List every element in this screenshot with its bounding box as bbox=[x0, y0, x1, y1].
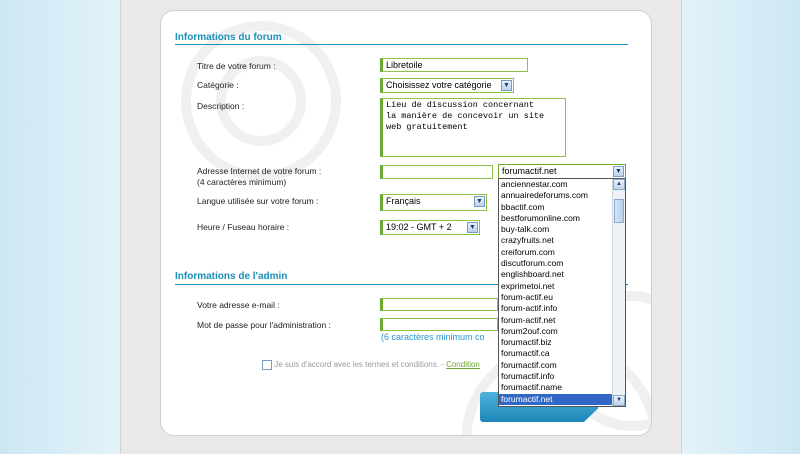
description-textarea[interactable] bbox=[380, 98, 566, 157]
password-label: Mot de passe pour l'administration : bbox=[197, 320, 331, 330]
timezone-label: Heure / Fuseau horaire : bbox=[197, 222, 290, 232]
scroll-thumb[interactable] bbox=[614, 199, 624, 223]
domain-option[interactable]: creiforum.com bbox=[501, 246, 555, 257]
email-input[interactable] bbox=[380, 298, 498, 311]
domain-dropdown-list[interactable] bbox=[498, 178, 626, 407]
domain-option[interactable]: forum-actif.eu bbox=[501, 291, 553, 302]
address-label: Adresse Internet de votre forum : bbox=[197, 166, 322, 176]
domain-option[interactable]: englishboard.net bbox=[501, 269, 564, 280]
section-title-admin: Informations de l'admin bbox=[175, 271, 288, 282]
forum-title-label: Titre de votre forum : bbox=[197, 61, 276, 71]
domain-option[interactable]: forumactif.com bbox=[501, 359, 557, 370]
forum-address-input[interactable] bbox=[380, 165, 493, 179]
domain-option[interactable]: forum2ouf.com bbox=[501, 325, 558, 336]
domain-option[interactable]: forumactif.name bbox=[501, 382, 562, 393]
password-hint: (6 caractères minimum co bbox=[381, 332, 485, 342]
domain-option[interactable]: bbactif.com bbox=[501, 201, 545, 212]
domain-option[interactable]: discutforum.com bbox=[501, 258, 564, 269]
timezone-value: 19:02 - GMT + 2 bbox=[386, 222, 452, 232]
scroll-down-icon[interactable]: ▼ bbox=[613, 395, 625, 406]
forum-title-input[interactable]: Libretoile bbox=[380, 58, 528, 72]
domain-option[interactable]: anciennestar.com bbox=[501, 179, 568, 189]
domain-option[interactable]: crazyfruits.net bbox=[501, 235, 554, 246]
language-value: Français bbox=[386, 196, 421, 206]
chevron-down-icon[interactable]: ▼ bbox=[501, 80, 512, 91]
chevron-down-icon[interactable]: ▼ bbox=[474, 196, 485, 207]
terms-checkbox[interactable] bbox=[262, 360, 272, 370]
category-label: Catégorie : bbox=[197, 80, 239, 90]
page-background-right bbox=[680, 0, 800, 454]
domain-option[interactable]: exprimetoi.net bbox=[501, 280, 555, 291]
domain-option[interactable]: bestforumonline.com bbox=[501, 212, 580, 223]
language-select[interactable] bbox=[380, 194, 487, 211]
domain-option[interactable]: forumactif.info bbox=[501, 371, 555, 382]
domain-option[interactable]: forumactif.biz bbox=[501, 337, 552, 348]
domain-option[interactable]: forum-actif.net bbox=[501, 314, 556, 325]
terms-text: Je suis d'accord avec les termes et conditions. - bbox=[274, 360, 444, 370]
domain-option[interactable]: forumactif.net bbox=[499, 394, 613, 405]
dropdown-scrollbar[interactable] bbox=[612, 179, 625, 406]
domain-select[interactable] bbox=[498, 164, 626, 179]
domain-option[interactable]: buy-talk.com bbox=[501, 224, 550, 235]
domain-options bbox=[499, 179, 613, 405]
description-label: Description : bbox=[197, 101, 245, 111]
language-label: Langue utilisée sur votre forum : bbox=[197, 196, 319, 206]
terms-row bbox=[262, 360, 480, 370]
section-title-forum: Informations du forum bbox=[175, 32, 282, 43]
email-label: Votre adresse e-mail : bbox=[197, 300, 280, 310]
domain-option[interactable]: forumactif.ca bbox=[501, 348, 550, 359]
section-divider bbox=[175, 44, 628, 45]
password-input[interactable] bbox=[380, 318, 498, 331]
scroll-up-icon[interactable]: ▲ bbox=[613, 179, 625, 190]
page-background-left bbox=[0, 0, 120, 454]
address-sublabel: (4 caractères minimum) bbox=[197, 177, 287, 187]
category-select[interactable] bbox=[380, 78, 514, 93]
category-value: Choisissez votre catégorie bbox=[386, 80, 492, 90]
terms-link[interactable]: Condition bbox=[446, 360, 480, 370]
chevron-down-icon[interactable]: ▼ bbox=[613, 166, 624, 177]
timezone-select[interactable] bbox=[380, 220, 480, 235]
domain-option[interactable]: forum-actif.info bbox=[501, 303, 558, 314]
chevron-down-icon[interactable]: ▼ bbox=[467, 222, 478, 233]
domain-option[interactable]: annuairedeforums.com bbox=[501, 190, 588, 201]
domain-value: forumactif.net bbox=[502, 166, 557, 176]
